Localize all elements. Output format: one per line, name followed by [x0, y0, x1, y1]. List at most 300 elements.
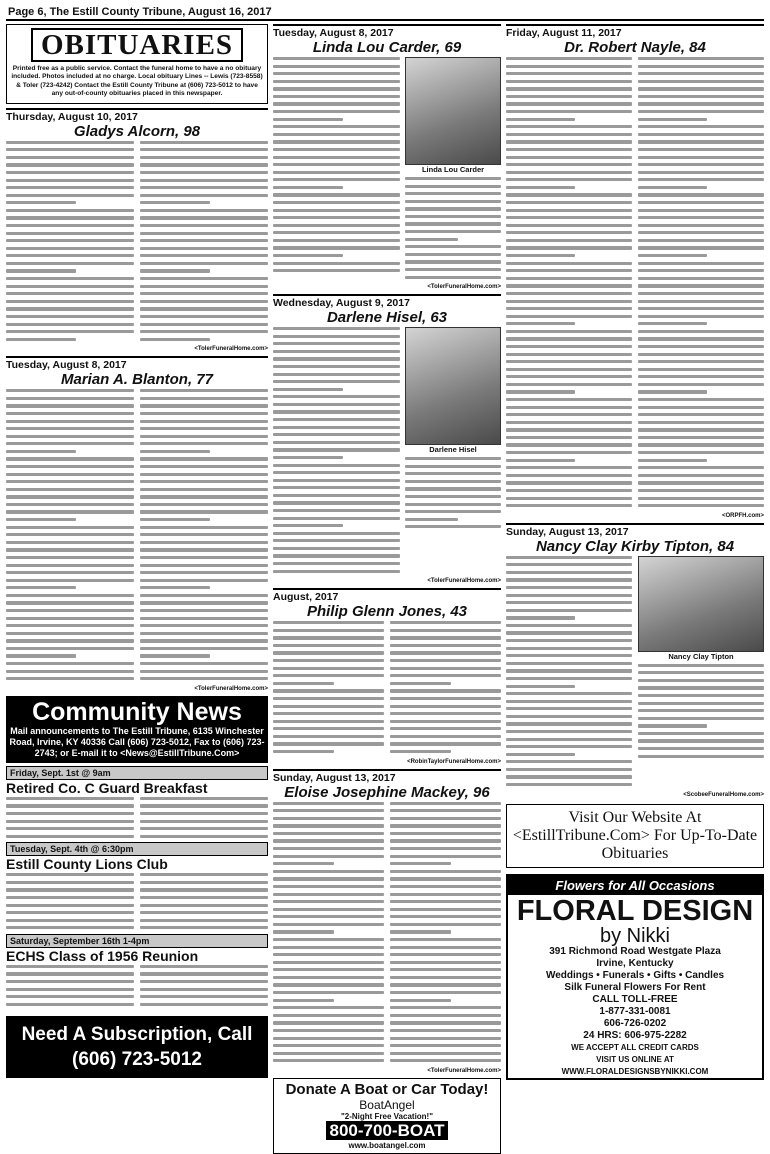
- obituary-body: [273, 802, 501, 1067]
- text-line: [273, 705, 384, 708]
- text-line: [273, 403, 400, 406]
- text-line: [273, 712, 384, 715]
- text-line: [273, 193, 400, 196]
- text-line: [273, 847, 384, 850]
- community-news: [6, 696, 268, 1011]
- text-line: [273, 156, 400, 159]
- text-line: [390, 915, 501, 918]
- text-line: [390, 961, 501, 964]
- text-line: [6, 171, 134, 174]
- text-line: [273, 254, 343, 257]
- text-line: [390, 697, 501, 700]
- text-line: [140, 617, 268, 620]
- text-line: [638, 489, 764, 492]
- text-line: [390, 1052, 501, 1055]
- text-line: [638, 239, 764, 242]
- text-line: [140, 224, 268, 227]
- text-line: [273, 110, 400, 113]
- text-line: [638, 315, 764, 318]
- text-line: [506, 715, 632, 718]
- text-line: [140, 465, 268, 468]
- text-line: [6, 232, 134, 235]
- text-line: [273, 930, 334, 933]
- text-line: [273, 946, 384, 949]
- text-line: [140, 564, 268, 567]
- text-line: [140, 911, 268, 914]
- text-line: [140, 427, 268, 430]
- text-line: [140, 389, 268, 392]
- text-line: [6, 804, 134, 807]
- text-line: [390, 976, 501, 979]
- text-line: [6, 247, 134, 250]
- text-line: [506, 102, 632, 105]
- text-line: [140, 594, 268, 597]
- text-line: [506, 459, 575, 462]
- text-line: [6, 617, 134, 620]
- text-line: [506, 163, 632, 166]
- text-line: [273, 178, 400, 181]
- obituary-body: [6, 141, 268, 346]
- text-line: [6, 510, 134, 513]
- text-line: [273, 350, 400, 353]
- page-folio: Page 6, The Estill County Tribune, August 16, 2017: [6, 4, 764, 21]
- text-line: [6, 216, 134, 219]
- text-line: [140, 820, 268, 823]
- text-line: [6, 601, 134, 604]
- text-line: [273, 915, 384, 918]
- text-line: [506, 375, 632, 378]
- event-date: Saturday, September 16th 1-4pm: [6, 934, 268, 948]
- text-line: [638, 102, 764, 105]
- obituary-name: Linda Lou Carder, 69: [312, 39, 462, 56]
- text-line: [140, 163, 268, 166]
- text-line: [405, 192, 501, 195]
- text-line: [390, 750, 451, 753]
- text-line: [405, 185, 501, 188]
- text-line: [273, 433, 400, 436]
- text-line: [273, 832, 384, 835]
- text-line: [6, 919, 134, 922]
- text-line: [273, 562, 400, 565]
- text-line: [390, 817, 501, 820]
- text-line: [506, 110, 632, 113]
- text-line: [140, 503, 268, 506]
- text-line: [506, 586, 632, 589]
- obituary-source: <ORPFH.com>: [721, 512, 764, 519]
- text-line: [140, 285, 268, 288]
- florist-phone: 606-726-0202: [603, 1017, 667, 1029]
- text-line: [506, 730, 632, 733]
- obituary-name: Dr. Robert Nayle, 84: [564, 39, 706, 56]
- text-line: [140, 888, 268, 891]
- text-line: [638, 57, 764, 60]
- text-line: [273, 335, 400, 338]
- text-line: [140, 632, 268, 635]
- text-line: [6, 435, 134, 438]
- text-line: [390, 855, 501, 858]
- text-line: [273, 118, 343, 121]
- text-line: [638, 178, 764, 181]
- obituary-date: Tuesday, August 8, 2017: [273, 24, 501, 39]
- text-line: [638, 118, 707, 121]
- text-line: [6, 186, 134, 189]
- donate-phone: 800-700-BOAT: [326, 1121, 449, 1140]
- text-line: [273, 651, 384, 654]
- text-line: [506, 398, 632, 401]
- text-line: [6, 926, 134, 929]
- text-line: [273, 471, 400, 474]
- portrait-photo: [405, 327, 501, 445]
- text-line: [390, 1014, 501, 1017]
- text-line: [273, 999, 334, 1002]
- text-line: [273, 201, 400, 204]
- text-line: [638, 436, 764, 439]
- text-line: [140, 556, 268, 559]
- text-line: [390, 742, 501, 745]
- text-line: [6, 480, 134, 483]
- text-line: [140, 972, 268, 975]
- text-line: [273, 659, 384, 662]
- text-line: [405, 177, 501, 180]
- florist-services: Weddings • Funerals • Gifts • Candles: [545, 969, 725, 981]
- text-line: [6, 896, 134, 899]
- text-line: [6, 488, 134, 491]
- text-line: [273, 517, 400, 520]
- text-line: [6, 594, 134, 597]
- text-line: [6, 988, 134, 991]
- text-line: [273, 87, 400, 90]
- text-line: [273, 839, 384, 842]
- text-line: [273, 824, 384, 827]
- text-line: [273, 72, 400, 75]
- text-line: [273, 80, 400, 83]
- text-line: [506, 443, 632, 446]
- text-line: [638, 353, 764, 356]
- text-line: [6, 526, 134, 529]
- text-line: [506, 133, 632, 136]
- text-line: [273, 1021, 384, 1024]
- text-line: [140, 541, 268, 544]
- text-line: [140, 654, 210, 657]
- text-line: [405, 510, 501, 513]
- florist-phone: 1-877-331-0081: [599, 1005, 671, 1017]
- event-title: Estill County Lions Club: [6, 856, 168, 873]
- event-body: [6, 965, 268, 1010]
- text-line: [506, 654, 632, 657]
- text-line: [638, 451, 764, 454]
- text-line: [405, 260, 501, 263]
- text-line: [273, 636, 384, 639]
- text-line: [273, 983, 384, 986]
- text-line: [6, 163, 134, 166]
- text-line: [506, 315, 632, 318]
- text-line: [638, 702, 764, 705]
- text-line: [140, 980, 268, 983]
- text-line: [140, 156, 268, 159]
- text-line: [273, 140, 400, 143]
- text-line: [6, 307, 134, 310]
- text-line: [638, 694, 764, 697]
- text-line: [273, 441, 400, 444]
- text-line: [506, 428, 632, 431]
- text-line: [638, 209, 764, 212]
- text-line: [273, 380, 400, 383]
- text-line: [140, 397, 268, 400]
- text-line: [140, 201, 210, 204]
- text-line: [140, 442, 268, 445]
- text-line: [6, 904, 134, 907]
- text-line: [6, 518, 76, 521]
- text-line: [506, 330, 632, 333]
- florist-tagline: Flowers for All Occasions: [508, 876, 762, 895]
- text-line: [6, 397, 134, 400]
- text-line: [506, 745, 632, 748]
- text-line: [140, 300, 268, 303]
- text-line: [6, 827, 134, 830]
- text-line: [140, 812, 268, 815]
- text-line: [6, 797, 134, 800]
- obituary-nayle: [506, 24, 764, 519]
- text-line: [273, 570, 400, 573]
- text-line: [638, 466, 764, 469]
- florist-city: Irvine, Kentucky: [596, 957, 674, 969]
- text-line: [140, 323, 268, 326]
- florist-ad: [506, 874, 764, 1080]
- text-line: [273, 547, 400, 550]
- text-line: [273, 231, 400, 234]
- text-line: [273, 727, 384, 730]
- text-line: [6, 427, 134, 430]
- text-line: [638, 80, 764, 83]
- text-line: [638, 368, 764, 371]
- text-line: [506, 254, 575, 257]
- text-line: [506, 647, 632, 650]
- text-line: [638, 360, 764, 363]
- text-line: [6, 194, 134, 197]
- photo-caption: Linda Lou Carder: [421, 165, 485, 174]
- text-line: [273, 682, 334, 685]
- text-line: [273, 95, 400, 98]
- website-promo: Visit Our Website At <EstillTribune.Com> For Up-To-Date Obituaries: [506, 804, 764, 868]
- text-line: [506, 368, 632, 371]
- text-line: [506, 125, 632, 128]
- text-line: [6, 457, 134, 460]
- text-line: [390, 953, 501, 956]
- text-line: [638, 186, 707, 189]
- text-line: [273, 163, 400, 166]
- text-line: [405, 472, 501, 475]
- text-line: [140, 404, 268, 407]
- text-line: [273, 961, 384, 964]
- text-line: [390, 1059, 501, 1062]
- text-line: [140, 338, 210, 341]
- text-line: [390, 1044, 501, 1047]
- text-line: [390, 938, 501, 941]
- text-line: [6, 465, 134, 468]
- obituary-name: Philip Glenn Jones, 43: [306, 603, 468, 621]
- text-line: [638, 254, 707, 257]
- text-line: [6, 224, 134, 227]
- text-line: [405, 503, 501, 506]
- text-line: [506, 578, 632, 581]
- text-line: [638, 686, 764, 689]
- donate-brand: BoatAngel: [359, 1097, 415, 1112]
- text-line: [273, 148, 400, 151]
- text-line: [140, 965, 268, 968]
- text-line: [506, 616, 575, 619]
- text-line: [390, 839, 501, 842]
- text-line: [638, 497, 764, 500]
- obituary-tipton: [506, 523, 764, 798]
- text-line: [140, 473, 268, 476]
- text-line: [273, 342, 400, 345]
- text-line: [390, 991, 501, 994]
- text-line: [6, 564, 134, 567]
- text-line: [506, 118, 575, 121]
- obituary-date: Thursday, August 10, 2017: [6, 108, 268, 123]
- text-line: [638, 231, 764, 234]
- text-line: [273, 357, 400, 360]
- text-line: [6, 556, 134, 559]
- text-line: [405, 487, 501, 490]
- text-line: [506, 209, 632, 212]
- text-line: [506, 57, 632, 60]
- text-line: [140, 548, 268, 551]
- text-line: [273, 877, 384, 880]
- event-date: Tuesday, Sept. 4th @ 6:30pm: [6, 842, 268, 856]
- text-line: [506, 624, 632, 627]
- text-line: [273, 923, 384, 926]
- text-line: [506, 609, 632, 612]
- text-line: [390, 946, 501, 949]
- text-line: [506, 760, 632, 763]
- text-line: [390, 923, 501, 926]
- obituary-body: [273, 621, 501, 757]
- obituary-source: <TolerFuneralHome.com>: [427, 1067, 501, 1074]
- obituary-source: <TolerFuneralHome.com>: [427, 284, 501, 291]
- text-line: [6, 812, 134, 815]
- text-line: [140, 904, 268, 907]
- text-line: [506, 489, 632, 492]
- text-line: [638, 390, 707, 393]
- text-line: [638, 277, 764, 280]
- text-line: [405, 200, 501, 203]
- text-line: [506, 322, 575, 325]
- text-line: [506, 262, 632, 265]
- text-line: [390, 689, 501, 692]
- text-line: [405, 276, 501, 279]
- text-line: [273, 418, 400, 421]
- text-line: [638, 747, 764, 750]
- text-line: [638, 171, 764, 174]
- text-line: [506, 466, 632, 469]
- text-line: [506, 201, 632, 204]
- text-line: [638, 443, 764, 446]
- text-line: [506, 239, 632, 242]
- event-title: Retired Co. C Guard Breakfast: [6, 779, 208, 796]
- obituary-body: [6, 389, 268, 685]
- text-line: [638, 269, 764, 272]
- text-line: [638, 148, 764, 151]
- text-line: [506, 722, 632, 725]
- obituary-date: August, 2017: [273, 588, 501, 603]
- text-line: [390, 727, 501, 730]
- section-title: OBITUARIES: [31, 28, 243, 62]
- text-line: [6, 442, 134, 445]
- text-line: [506, 224, 632, 227]
- donate-offer: "2-Night Free Vacation!": [340, 1111, 434, 1121]
- community-news-contact: Mail announcements to The Estill Tribune, 6135 Winchester Road, Irvine, KY 40336 Call (606) 723-5012, Fax to (606) 723-2743; or E-mail it to <News@EstillTribune.Com>: [9, 725, 265, 758]
- text-line: [638, 504, 764, 507]
- text-line: [6, 315, 134, 318]
- text-line: [506, 383, 632, 386]
- text-line: [273, 125, 400, 128]
- text-line: [273, 720, 384, 723]
- text-line: [140, 670, 268, 673]
- text-line: [506, 178, 632, 181]
- text-line: [405, 207, 501, 210]
- text-line: [140, 510, 268, 513]
- florist-cards: WE ACCEPT ALL CREDIT CARDS: [571, 1042, 699, 1052]
- text-line: [506, 307, 632, 310]
- text-line: [140, 239, 268, 242]
- text-line: [405, 238, 458, 241]
- text-line: [273, 750, 334, 753]
- text-line: [273, 667, 384, 670]
- text-line: [273, 539, 400, 542]
- text-line: [140, 141, 268, 144]
- text-line: [638, 95, 764, 98]
- text-line: [273, 494, 400, 497]
- text-line: [638, 246, 764, 249]
- text-line: [638, 375, 764, 378]
- text-line: [140, 179, 268, 182]
- text-line: [638, 292, 764, 295]
- text-line: [390, 802, 501, 805]
- text-line: [405, 222, 501, 225]
- text-line: [273, 171, 400, 174]
- obituary-jones: [273, 588, 501, 764]
- text-line: [506, 563, 632, 566]
- text-line: [273, 269, 400, 272]
- text-line: [140, 412, 268, 415]
- text-line: [140, 881, 268, 884]
- text-line: [6, 277, 134, 280]
- text-line: [140, 435, 268, 438]
- text-line: [390, 659, 501, 662]
- text-line: [140, 171, 268, 174]
- text-line: [506, 65, 632, 68]
- text-line: [6, 404, 134, 407]
- text-line: [273, 410, 400, 413]
- florist-address: 391 Richmond Road Westgate Plaza: [549, 945, 721, 957]
- text-line: [405, 495, 501, 498]
- text-line: [273, 1037, 384, 1040]
- text-line: [140, 518, 210, 521]
- text-line: [506, 692, 632, 695]
- text-line: [6, 571, 134, 574]
- text-line: [638, 459, 707, 462]
- text-line: [273, 809, 384, 812]
- text-line: [506, 216, 632, 219]
- text-line: [638, 345, 764, 348]
- text-line: [273, 133, 400, 136]
- florist-owner: by Nikki: [599, 924, 670, 947]
- text-line: [506, 300, 632, 303]
- text-line: [6, 495, 134, 498]
- obituary-name: Nancy Clay Kirby Tipton, 84: [535, 537, 735, 555]
- text-line: [506, 631, 632, 634]
